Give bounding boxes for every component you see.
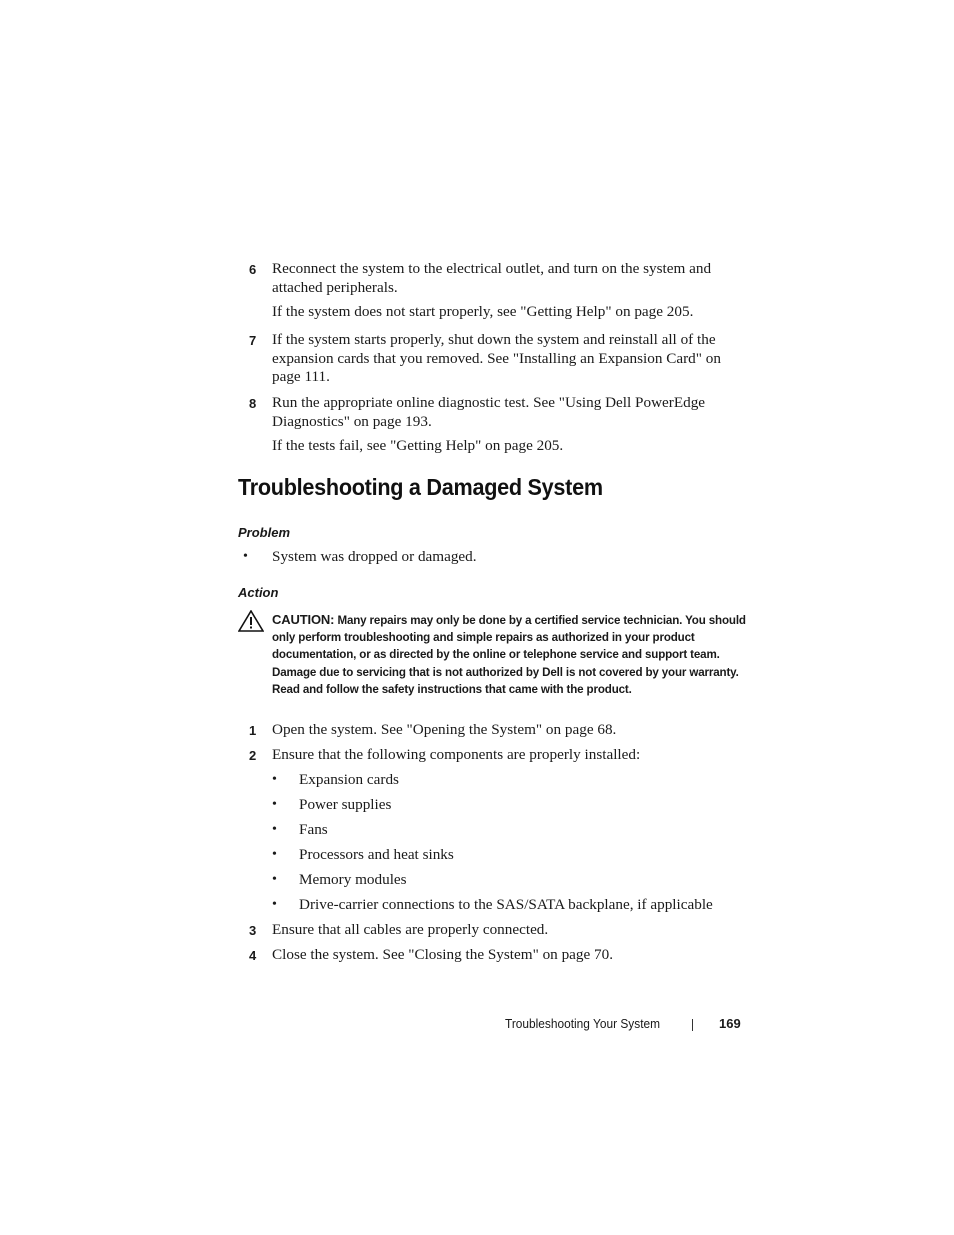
- step-text: Open the system. See "Opening the System" on page 68.: [272, 721, 617, 738]
- step-text: Ensure that the following components are properly installed:: [272, 746, 641, 763]
- caution-triangle-icon: [238, 610, 264, 632]
- section-title: Troubleshooting a Damaged System: [238, 474, 603, 500]
- bullet: •: [272, 872, 277, 887]
- caution-note: [272, 611, 748, 698]
- caution-label: CAUTION:: [272, 612, 335, 627]
- bullet: •: [272, 772, 277, 787]
- problem-item: System was dropped or damaged.: [272, 548, 477, 565]
- bullet: •: [272, 822, 277, 837]
- list-item: Drive-carrier connections to the SAS/SATA backplane, if applicable: [299, 896, 713, 913]
- step-number: 2: [249, 748, 257, 763]
- step-number: 6: [249, 262, 257, 277]
- action-label: Action: [238, 585, 279, 600]
- step-note: If the system does not start properly, see "Getting Help" on page 205.: [272, 303, 694, 320]
- footer-divider: [692, 1019, 693, 1031]
- caution-text: Many repairs may only be done by a certified service technician. You should only perform troubleshooting and simple repairs as authorized in your product documentation, or as directed by the online or telephone service and support team. Damage due to servicing that is not authorized by Dell is not covered by your warranty. Read and follow the safety instructions that came with the product.: [272, 614, 746, 696]
- list-item: Processors and heat sinks: [299, 846, 454, 863]
- bullet: •: [243, 549, 248, 564]
- step-text: If the system starts properly, shut down the system and reinstall all of the expansion cards that you removed. See "Installing an Expansion Card" on page 111.: [272, 331, 721, 385]
- step-text: Run the appropriate online diagnostic test. See "Using Dell PowerEdge Diagnostics" on page 193.: [272, 394, 706, 430]
- step-text: Close the system. See "Closing the System" on page 70.: [272, 946, 614, 963]
- list-item: Fans: [299, 821, 328, 838]
- step-text: Ensure that all cables are properly connected.: [272, 921, 549, 938]
- list-item: Power supplies: [299, 796, 392, 813]
- problem-label: Problem: [238, 525, 291, 540]
- step-number: 3: [249, 923, 257, 938]
- step-number: 4: [249, 948, 257, 963]
- bullet: •: [272, 847, 277, 862]
- page-number: 169: [719, 1016, 741, 1031]
- bullet: •: [272, 897, 277, 912]
- step-number: 8: [249, 396, 257, 411]
- list-item: Memory modules: [299, 871, 407, 888]
- step-number: 1: [249, 723, 257, 738]
- footer-chapter: Troubleshooting Your System: [505, 1016, 661, 1031]
- step-note: If the tests fail, see "Getting Help" on page 205.: [272, 437, 564, 454]
- step-number: 7: [249, 333, 257, 348]
- bullet: •: [272, 797, 277, 812]
- list-item: Expansion cards: [299, 771, 399, 788]
- step-text: Reconnect the system to the electrical outlet, and turn on the system and attached peripherals.: [272, 260, 712, 296]
